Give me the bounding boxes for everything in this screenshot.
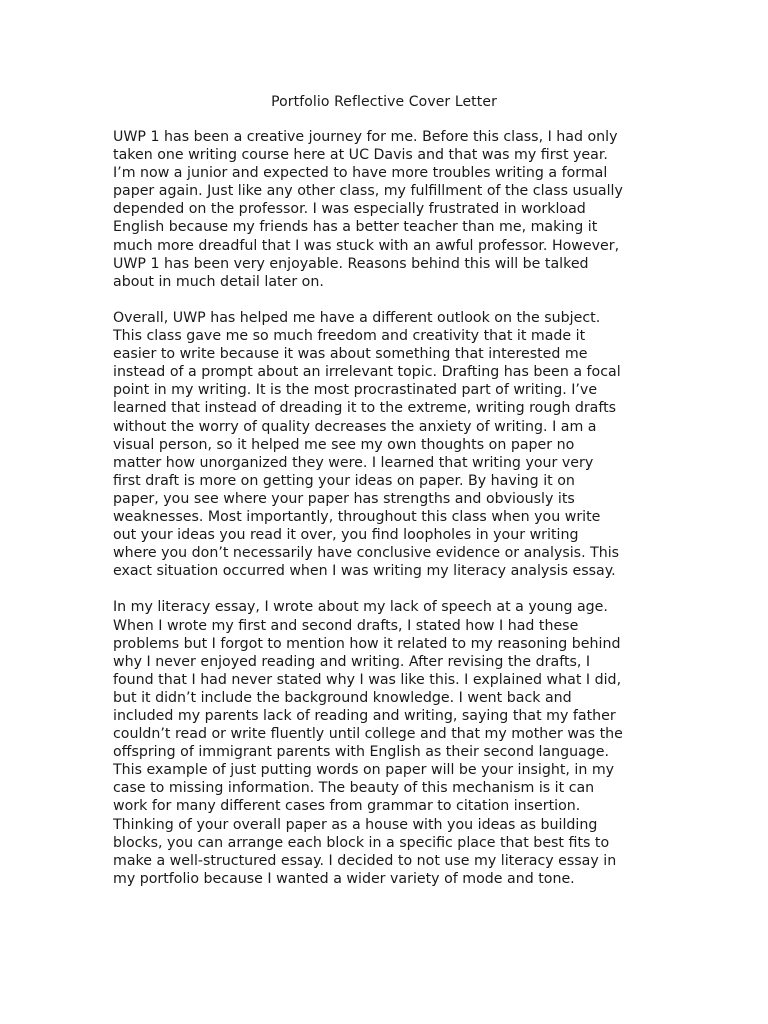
paragraph-line: UWP 1 has been very enjoyable. Reasons behind this will be talked xyxy=(113,255,589,272)
paragraph-line: case to missing information. The beauty of this mechanism is it can xyxy=(113,780,595,797)
paragraph-line: offspring of immigrant parents with English as their second language. xyxy=(113,744,610,761)
paragraph-line: without the worry of quality decreases the anxiety of writing. I am a xyxy=(113,418,597,435)
paragraph-line: English because my friends has a better teacher than me, making it xyxy=(113,219,598,236)
document-title: Portfolio Reflective Cover Letter xyxy=(271,94,497,110)
paragraph-line: In my literacy essay, I wrote about my lack of speech at a young age. xyxy=(113,599,608,616)
paragraph-line: visual person, so it helped me see my own thoughts on paper no xyxy=(113,436,575,453)
paragraph-line: about in much detail later on. xyxy=(113,273,324,290)
paragraph-line: point in my writing. It is the most procrastinated part of writing. I’ve xyxy=(113,382,598,399)
paragraph-line: found that I had never stated why I was like this. I explained what I did, xyxy=(113,671,622,688)
paragraph-1 xyxy=(113,128,673,291)
paragraph-2 xyxy=(113,309,673,580)
paragraph-line: problems but I forgot to mention how it related to my reasoning behind xyxy=(113,635,621,652)
paragraph-line: couldn’t read or write fluently until college and that my mother was the xyxy=(113,726,623,743)
paragraph-line: exact situation occurred when I was writing my literacy analysis essay. xyxy=(113,563,616,580)
paragraph-line: easier to write because it was about something that interested me xyxy=(113,346,588,363)
paragraph-line: much more dreadful that I was stuck with an awful professor. However, xyxy=(113,237,620,254)
paragraph-line: but it didn’t include the background knowledge. I went back and xyxy=(113,689,572,706)
paragraph-line: Overall, UWP has helped me have a different outlook on the subject. xyxy=(113,309,601,326)
paragraph-line: work for many different cases from grammar to citation insertion. xyxy=(113,798,581,815)
paragraph-line: first draft is more on getting your ideas on paper. By having it on xyxy=(113,472,575,489)
paragraph-3 xyxy=(113,598,673,888)
paragraph-line: When I wrote my first and second drafts, I stated how I had these xyxy=(113,617,579,634)
paragraph-line: depended on the professor. I was especially frustrated in workload xyxy=(113,201,586,218)
paragraph-line: taken one writing course here at UC Davis and that was my first year. xyxy=(113,147,608,164)
paragraph-line: Thinking of your overall paper as a house with you ideas as building xyxy=(113,816,598,833)
paragraph-line: UWP 1 has been a creative journey for me. Before this class, I had only xyxy=(113,129,618,145)
paragraph-line: my portfolio because I wanted a wider variety of mode and tone. xyxy=(113,870,575,887)
paragraph-line: make a well-structured essay. I decided to not use my literacy essay in xyxy=(113,852,617,869)
document-body xyxy=(113,128,673,906)
paragraph-line: why I never enjoyed reading and writing. After revising the drafts, I xyxy=(113,653,591,670)
paragraph-line: out your ideas you read it over, you find loopholes in your writing xyxy=(113,527,579,544)
paragraph-line: This example of just putting words on paper will be your insight, in my xyxy=(113,762,615,779)
paragraph-line: weaknesses. Most importantly, throughout this class when you write xyxy=(113,508,601,525)
paragraph-line: paper again. Just like any other class, my fulfillment of the class usually xyxy=(113,183,623,200)
paragraph-line: instead of a prompt about an irrelevant topic. Drafting has been a focal xyxy=(113,364,621,381)
paragraph-line: where you don’t necessarily have conclusive evidence or analysis. This xyxy=(113,545,620,562)
paragraph-line: blocks, you can arrange each block in a specific place that best fits to xyxy=(113,834,610,851)
paragraph-line: I’m now a junior and expected to have more troubles writing a formal xyxy=(113,165,608,182)
paragraph-line: This class gave me so much freedom and creativity that it made it xyxy=(113,328,586,345)
paragraph-line: paper, you see where your paper has strengths and obviously its xyxy=(113,490,575,507)
paragraph-line: included my parents lack of reading and writing, saying that my father xyxy=(113,708,616,724)
paragraph-line: learned that instead of dreading it to the extreme, writing rough drafts xyxy=(113,400,617,417)
paragraph-line: matter how unorganized they were. I learned that writing your very xyxy=(113,454,594,471)
